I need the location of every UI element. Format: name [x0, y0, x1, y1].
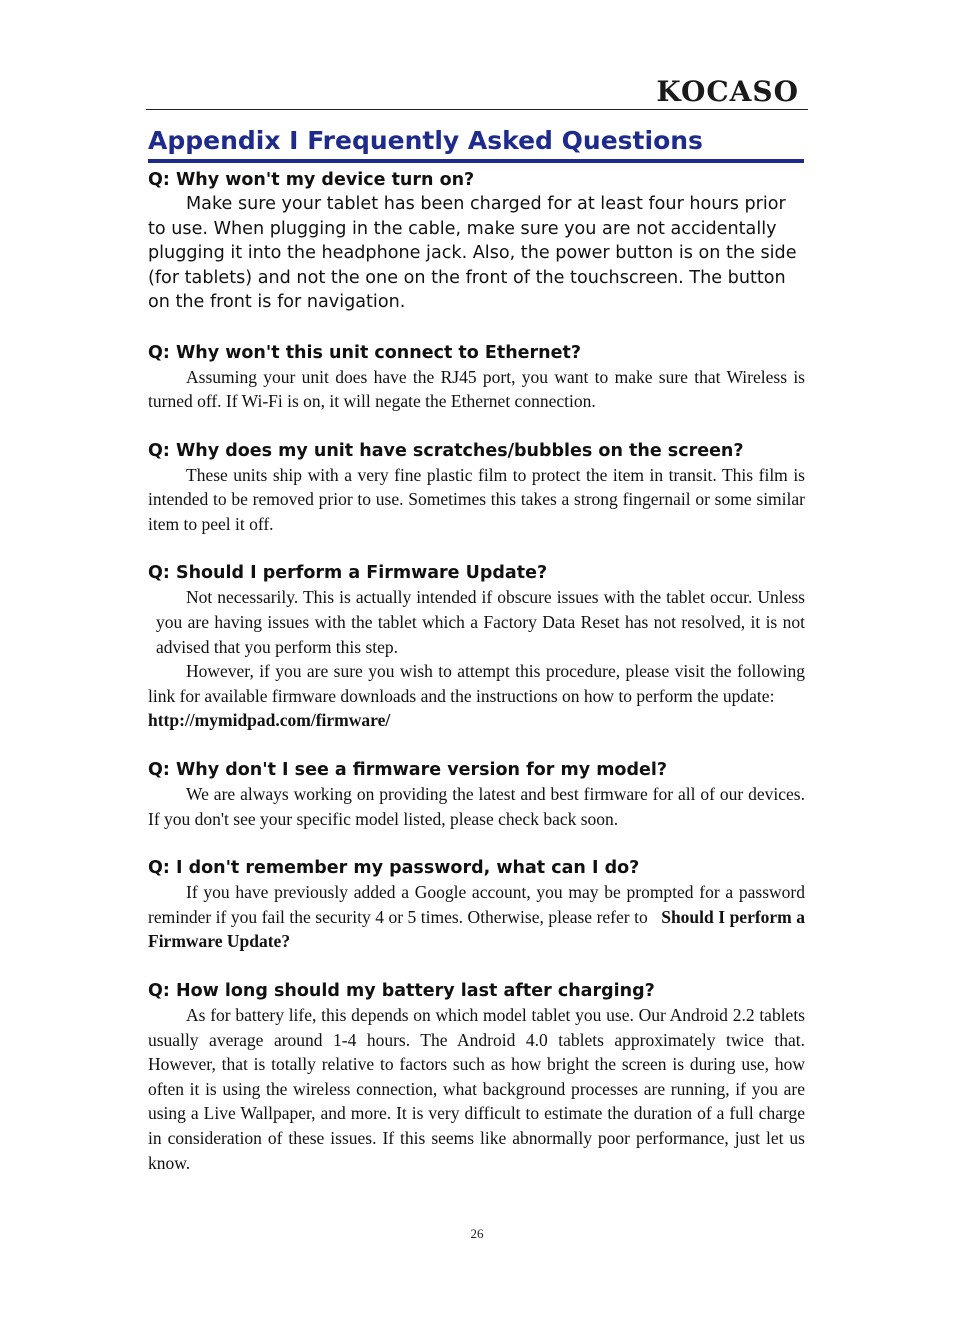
faq-question: Q: Why won't this unit connect to Ethernet? — [148, 342, 582, 363]
faq-answer: Make sure your tablet has been charged for at least four hours prior to use. When plugging in the cable, make sure you are not accidentally plugging it into the headphone jack. Also, the power button is on the side (for tablets) and not the one on the front of the touchscreen. The button on the front is for navigation. — [148, 194, 797, 312]
faq-item — [148, 561, 805, 733]
faq-answer-continued: However, if you are sure you wish to attempt this procedure, please visit the following link for available firmware downloads and the instructions on how to perform the update: — [148, 661, 805, 706]
faq-answer: As for battery life, this depends on which model tablet you use. Our Android 2.2 tablets usually average around 1-4 hours. The Android 4.0 tablets approximately twice that. However, that is totally relative to factors such as how bright the screen is during use, how often it is using the wireless connection, what background processes are running, if you are using a Live Wallpaper, and more. It is very difficult to estimate the duration of a full charge in consideration of these issues. If this seems like abnormally poor performance, just let us know. — [148, 1005, 805, 1173]
faq-question: Q: Why don't I see a firmware version for my model? — [148, 760, 668, 781]
faq-answer: We are always working on providing the latest and best firmware for all of our devices. If you don't see your specific model listed, please check back soon. — [148, 784, 805, 829]
faq-question: Q: Why won't my device turn on? — [148, 170, 475, 190]
page-number: 26 — [470, 1226, 484, 1241]
faq-answer-text: If you have previously added a Google account, you may be prompted for a password reminder if you fail the security 4 or 5 times. Otherwise, please refer to — [148, 882, 805, 927]
faq-item — [148, 758, 805, 831]
firmware-link[interactable]: http://mymidpad.com/firmware/ — [148, 710, 391, 731]
faq-question: Q: Should I perform a Firmware Update? — [148, 563, 548, 584]
faq-item — [148, 979, 805, 1175]
faq-answer: Not necessarily. This is actually intended if obscure issues with the tablet occur. Unless you are having issues with the tablet which a Factory Data Reset has not resolved, it is not advised that you perform this step. — [156, 587, 805, 657]
header-rule — [146, 109, 808, 110]
cross-reference: Should I perform a Firmware Update? — [148, 906, 806, 952]
faq-question: Q: Why does my unit have scratches/bubbles on the screen? — [148, 440, 744, 461]
faq-question: Q: I don't remember my password, what can I do? — [148, 858, 640, 879]
faq-content — [148, 168, 805, 1175]
faq-question: Q: How long should my battery last after charging? — [148, 981, 655, 1001]
kocaso-logo: KOCASO — [656, 75, 799, 108]
faq-item — [148, 168, 805, 315]
faq-answer: These units ship with a very fine plastic film to protect the item in transit. This film is intended to be removed prior to use. Sometimes this takes a strong fingernail or some similar item to peel it off. — [148, 464, 805, 534]
faq-answer — [148, 880, 805, 954]
faq-answer: Assuming your unit does have the RJ45 port, you want to make sure that Wireless is turned off. If Wi-Fi is on, it will negate the Ethernet connection. — [148, 366, 805, 412]
faq-item — [148, 341, 805, 414]
title-rule — [148, 159, 804, 163]
faq-item — [148, 856, 805, 954]
faq-item — [148, 439, 805, 537]
page-title: Appendix Ⅰ Frequently Asked Questions — [148, 126, 703, 155]
